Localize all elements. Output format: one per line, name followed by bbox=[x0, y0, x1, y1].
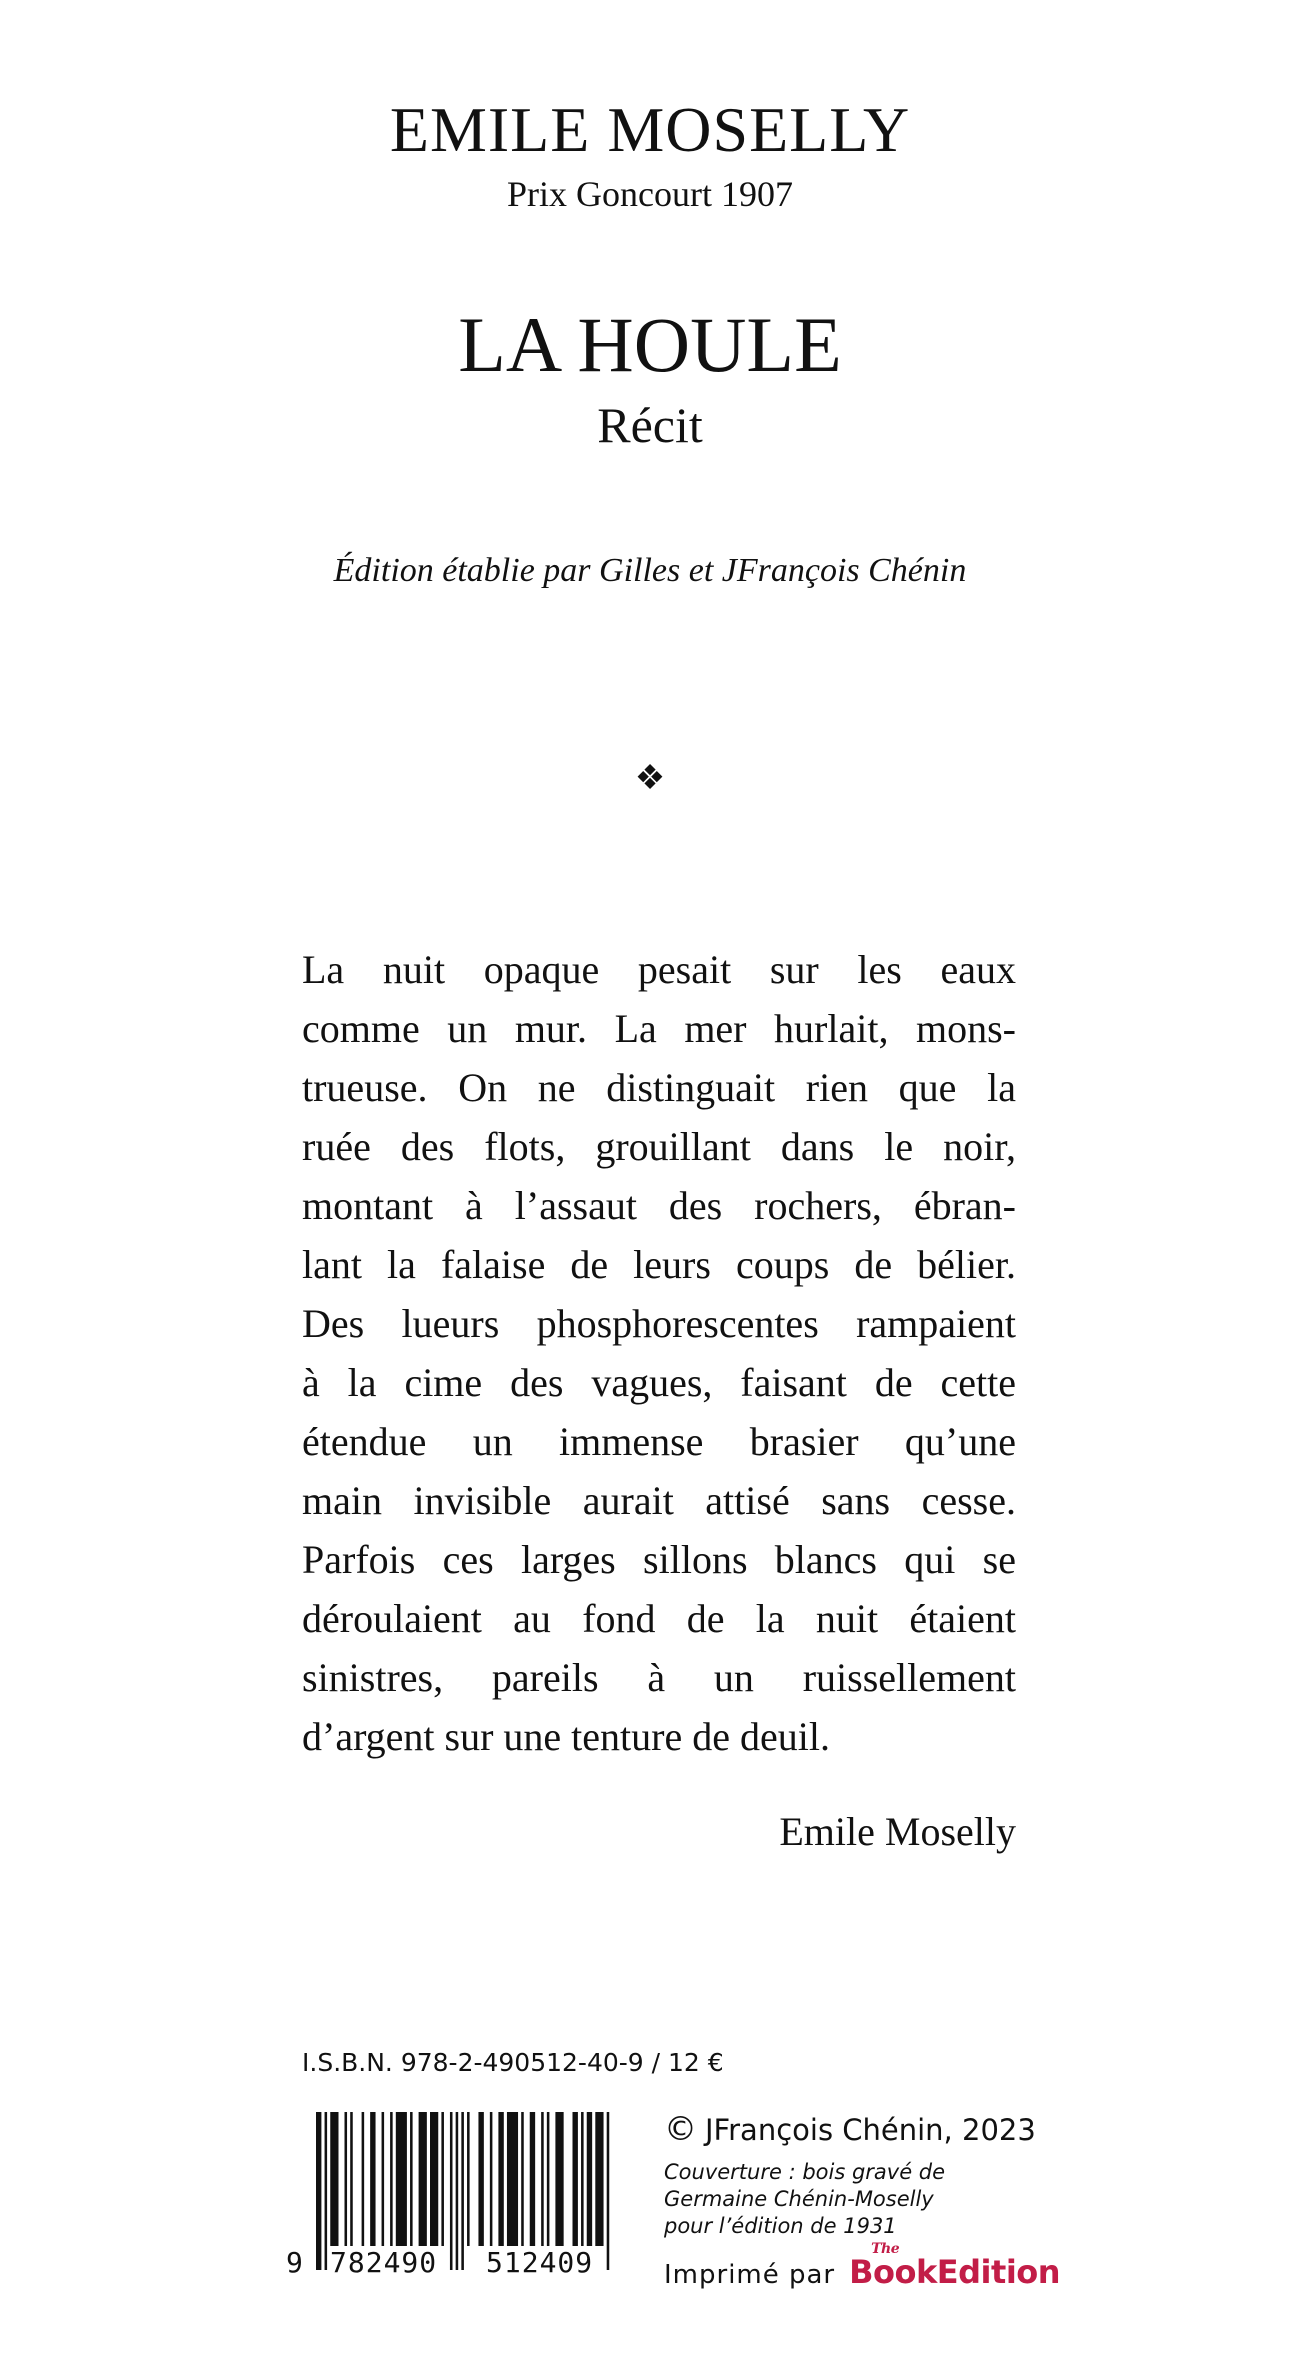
barcode-left-digits: 782490 bbox=[330, 2246, 438, 2279]
barcode bbox=[286, 2112, 636, 2282]
barcode-bar bbox=[430, 2112, 438, 2246]
book-title: LA HOULE bbox=[458, 301, 842, 388]
author-name: EMILE MOSELLY bbox=[389, 94, 911, 165]
printer-logo-text: BookEdition bbox=[849, 2253, 1061, 2291]
barcode-bar bbox=[530, 2112, 535, 2246]
barcode-bar bbox=[507, 2112, 518, 2246]
barcode-lead-digit: 9 bbox=[286, 2246, 304, 2279]
barcode-bar bbox=[316, 2112, 321, 2270]
excerpt-line: Parfois ces larges sillons blancs qui se bbox=[302, 1537, 1016, 1582]
barcode-bar bbox=[541, 2112, 544, 2246]
barcode-bar bbox=[441, 2112, 444, 2246]
copyright-icon: © bbox=[664, 2109, 697, 2148]
excerpt-line: à la cime des vagues, faisant de cette bbox=[302, 1360, 1016, 1405]
excerpt-line: ruée des flots, grouillant dans le noir, bbox=[302, 1124, 1016, 1169]
barcode-bar bbox=[521, 2112, 524, 2246]
barcode-bar bbox=[555, 2112, 563, 2246]
edition-note: Édition établie par Gilles et JFrançois Chénin bbox=[333, 552, 967, 589]
excerpt-line: La nuit opaque pesait sur les eaux bbox=[302, 947, 1016, 992]
barcode-bar bbox=[478, 2112, 483, 2246]
copyright-line bbox=[664, 2109, 1084, 2148]
barcode-bar bbox=[325, 2112, 328, 2270]
excerpt-line: Des lueurs phosphorescentes rampaient bbox=[302, 1301, 1016, 1346]
barcode-right-digits: 512409 bbox=[486, 2246, 594, 2279]
barcode-bar bbox=[410, 2112, 413, 2246]
cover-note-line: Germaine Chénin-Moselly bbox=[664, 2187, 934, 2211]
excerpt-line: d’argent sur une tenture de deuil. bbox=[302, 1714, 830, 1759]
excerpt-text bbox=[302, 940, 1016, 1766]
barcode-bar bbox=[456, 2112, 459, 2270]
printed-by-line bbox=[664, 2241, 1084, 2291]
excerpt-line: main invisible aurait attisé sans cesse. bbox=[302, 1478, 1016, 1523]
prize-line: Prix Goncourt 1907 bbox=[507, 174, 793, 214]
barcode-bar bbox=[498, 2112, 503, 2246]
barcode-bar bbox=[573, 2112, 578, 2246]
barcode-bar bbox=[607, 2112, 610, 2270]
excerpt-line: comme un mur. La mer hurlait, mons- bbox=[302, 1006, 1016, 1051]
excerpt-signature: Emile Moselly bbox=[779, 1809, 1016, 1854]
barcode-bar bbox=[330, 2112, 338, 2246]
cover-note-line: pour l’édition de 1931 bbox=[664, 2214, 897, 2238]
printer-logo-small-text: The bbox=[871, 2241, 900, 2257]
barcode-bar bbox=[595, 2112, 603, 2246]
barcode-bar bbox=[419, 2112, 427, 2246]
barcode-bar bbox=[581, 2112, 584, 2246]
excerpt-line: trueuse. On ne distinguait rien que la bbox=[302, 1065, 1016, 1110]
cover-notes bbox=[664, 2159, 1084, 2240]
copyright-text: JFrançois Chénin, 2023 bbox=[705, 2113, 1036, 2147]
barcode-bar bbox=[345, 2112, 348, 2246]
isbn-price: I.S.B.N. 978-2-490512-40-9 / 12 € bbox=[302, 2048, 724, 2077]
excerpt-line: montant à l’assaut des rochers, ébran- bbox=[302, 1183, 1016, 1228]
book-subtitle: Récit bbox=[597, 397, 703, 453]
barcode-bar bbox=[382, 2112, 385, 2246]
excerpt-line: étendue un immense brasier qu’une bbox=[302, 1419, 1016, 1464]
excerpt-line: lant la falaise de leurs coups de bélier. bbox=[302, 1242, 1016, 1287]
barcode-bar bbox=[350, 2112, 353, 2246]
printer-logo bbox=[849, 2241, 1061, 2291]
barcode-bar bbox=[450, 2112, 453, 2270]
cover-note-line: Couverture : bois gravé de bbox=[664, 2160, 946, 2184]
credits-block bbox=[664, 2109, 1084, 2291]
barcode-bar bbox=[587, 2112, 592, 2246]
excerpt-line: déroulaient au fond de la nuit étaient bbox=[302, 1596, 1016, 1641]
barcode-bar bbox=[370, 2112, 375, 2246]
barcode-bar bbox=[547, 2112, 550, 2246]
barcode-bar bbox=[490, 2112, 493, 2246]
excerpt-line: sinistres, pareils à un ruissellement bbox=[302, 1655, 1016, 1700]
barcode-bar bbox=[461, 2112, 464, 2270]
barcode-bar bbox=[362, 2112, 365, 2246]
printed-by-label: Imprimé par bbox=[664, 2260, 836, 2290]
barcode-bar bbox=[390, 2112, 393, 2246]
ornament-icon: ❖ bbox=[634, 760, 666, 797]
barcode-bar bbox=[396, 2112, 407, 2246]
barcode-bar bbox=[467, 2112, 470, 2246]
